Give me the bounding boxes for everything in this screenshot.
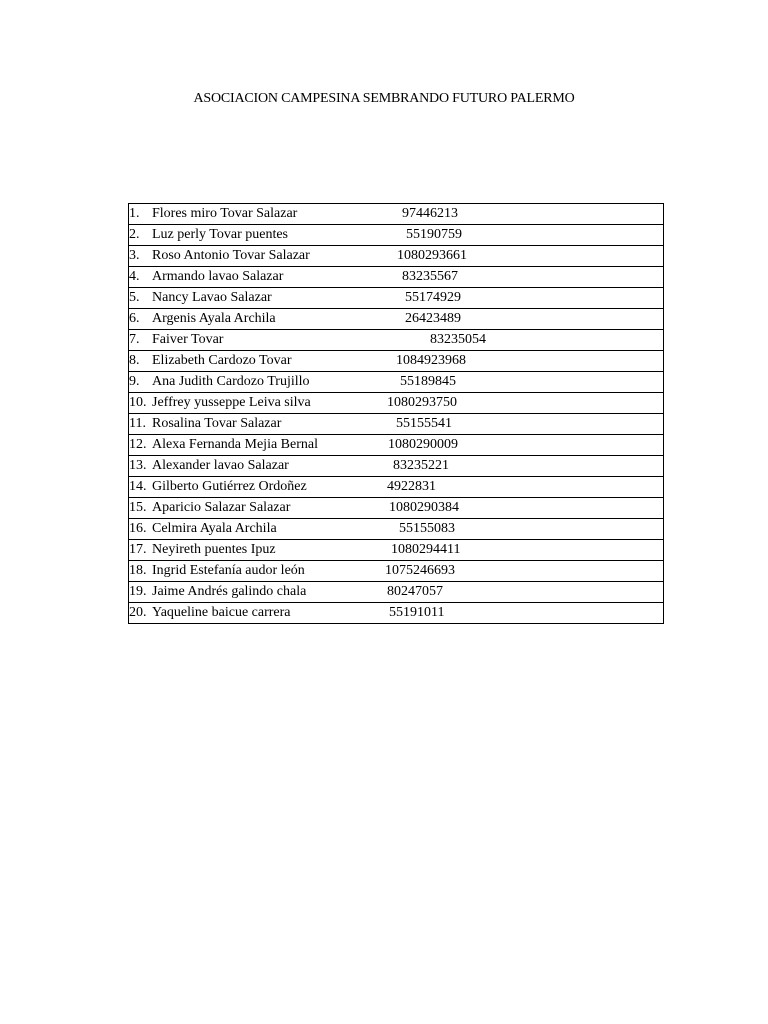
table-row — [129, 582, 663, 603]
member-phone: 83235221 — [393, 458, 449, 473]
row-number: 7. — [129, 332, 140, 347]
member-phone: 97446213 — [402, 206, 458, 221]
table-row — [129, 603, 663, 624]
member-phone: 55174929 — [405, 290, 461, 305]
member-name: Ingrid Estefanía audor león — [152, 563, 305, 578]
member-phone: 1080293661 — [397, 248, 467, 263]
table-row — [129, 414, 663, 435]
row-number: 20. — [129, 605, 147, 620]
member-name: Gilberto Gutiérrez Ordoñez — [152, 479, 307, 494]
member-name: Luz perly Tovar puentes — [152, 227, 288, 242]
member-phone: 1080290384 — [389, 500, 459, 515]
member-name: Yaqueline baicue carrera — [152, 605, 291, 620]
member-name: Armando lavao Salazar — [152, 269, 284, 284]
table-row — [129, 456, 663, 477]
row-number: 18. — [129, 563, 147, 578]
member-phone: 55191011 — [389, 605, 445, 620]
table-row — [129, 267, 663, 288]
table-row — [129, 330, 663, 351]
member-phone: 83235054 — [430, 332, 486, 347]
row-number: 12. — [129, 437, 147, 452]
row-number: 19. — [129, 584, 147, 599]
row-number: 10. — [129, 395, 147, 410]
member-phone: 55190759 — [406, 227, 462, 242]
row-number: 15. — [129, 500, 147, 515]
member-name: Celmira Ayala Archila — [152, 521, 277, 536]
row-number: 16. — [129, 521, 147, 536]
row-number: 11. — [129, 416, 146, 431]
member-name: Ana Judith Cardozo Trujillo — [152, 374, 310, 389]
row-number: 14. — [129, 479, 147, 494]
member-name: Alexander lavao Salazar — [152, 458, 289, 473]
member-phone: 1080290009 — [388, 437, 458, 452]
member-name: Aparicio Salazar Salazar — [152, 500, 291, 515]
table-row — [129, 288, 663, 309]
member-name: Argenis Ayala Archila — [152, 311, 276, 326]
row-number: 3. — [129, 248, 140, 263]
table-row — [129, 540, 663, 561]
table-row — [129, 477, 663, 498]
table-row — [129, 561, 663, 582]
row-number: 8. — [129, 353, 140, 368]
table-row — [129, 519, 663, 540]
member-phone: 4922831 — [387, 479, 436, 494]
member-name: Alexa Fernanda Mejia Bernal — [152, 437, 318, 452]
table-row — [129, 372, 663, 393]
row-number: 4. — [129, 269, 140, 284]
page-title: ASOCIACION CAMPESINA SEMBRANDO FUTURO PALERMO — [193, 91, 575, 106]
member-phone: 26423489 — [405, 311, 461, 326]
member-name: Faiver Tovar — [152, 332, 224, 347]
table-row — [129, 498, 663, 519]
row-number: 5. — [129, 290, 140, 305]
member-phone: 1080294411 — [391, 542, 461, 557]
table-row — [129, 246, 663, 267]
row-number: 6. — [129, 311, 140, 326]
member-table — [128, 203, 664, 624]
row-number: 1. — [129, 206, 140, 221]
member-phone: 1075246693 — [385, 563, 455, 578]
table-row — [129, 393, 663, 414]
member-name: Jaime Andrés galindo chala — [152, 584, 307, 599]
member-name: Jeffrey yusseppe Leiva silva — [152, 395, 311, 410]
member-name: Roso Antonio Tovar Salazar — [152, 248, 310, 263]
member-phone: 1080293750 — [387, 395, 457, 410]
table-row — [129, 351, 663, 372]
member-name: Rosalina Tovar Salazar — [152, 416, 282, 431]
member-phone: 55189845 — [400, 374, 456, 389]
table-row — [129, 204, 663, 225]
row-number: 9. — [129, 374, 140, 389]
member-phone: 1084923968 — [396, 353, 466, 368]
member-phone: 80247057 — [387, 584, 443, 599]
table-row — [129, 225, 663, 246]
member-phone: 55155083 — [399, 521, 455, 536]
member-phone: 83235567 — [402, 269, 458, 284]
table-row — [129, 309, 663, 330]
table-row — [129, 435, 663, 456]
member-name: Nancy Lavao Salazar — [152, 290, 272, 305]
row-number: 13. — [129, 458, 147, 473]
member-name: Elizabeth Cardozo Tovar — [152, 353, 292, 368]
member-name: Neyireth puentes Ipuz — [152, 542, 276, 557]
row-number: 17. — [129, 542, 147, 557]
row-number: 2. — [129, 227, 140, 242]
member-phone: 55155541 — [396, 416, 452, 431]
member-name: Flores miro Tovar Salazar — [152, 206, 298, 221]
